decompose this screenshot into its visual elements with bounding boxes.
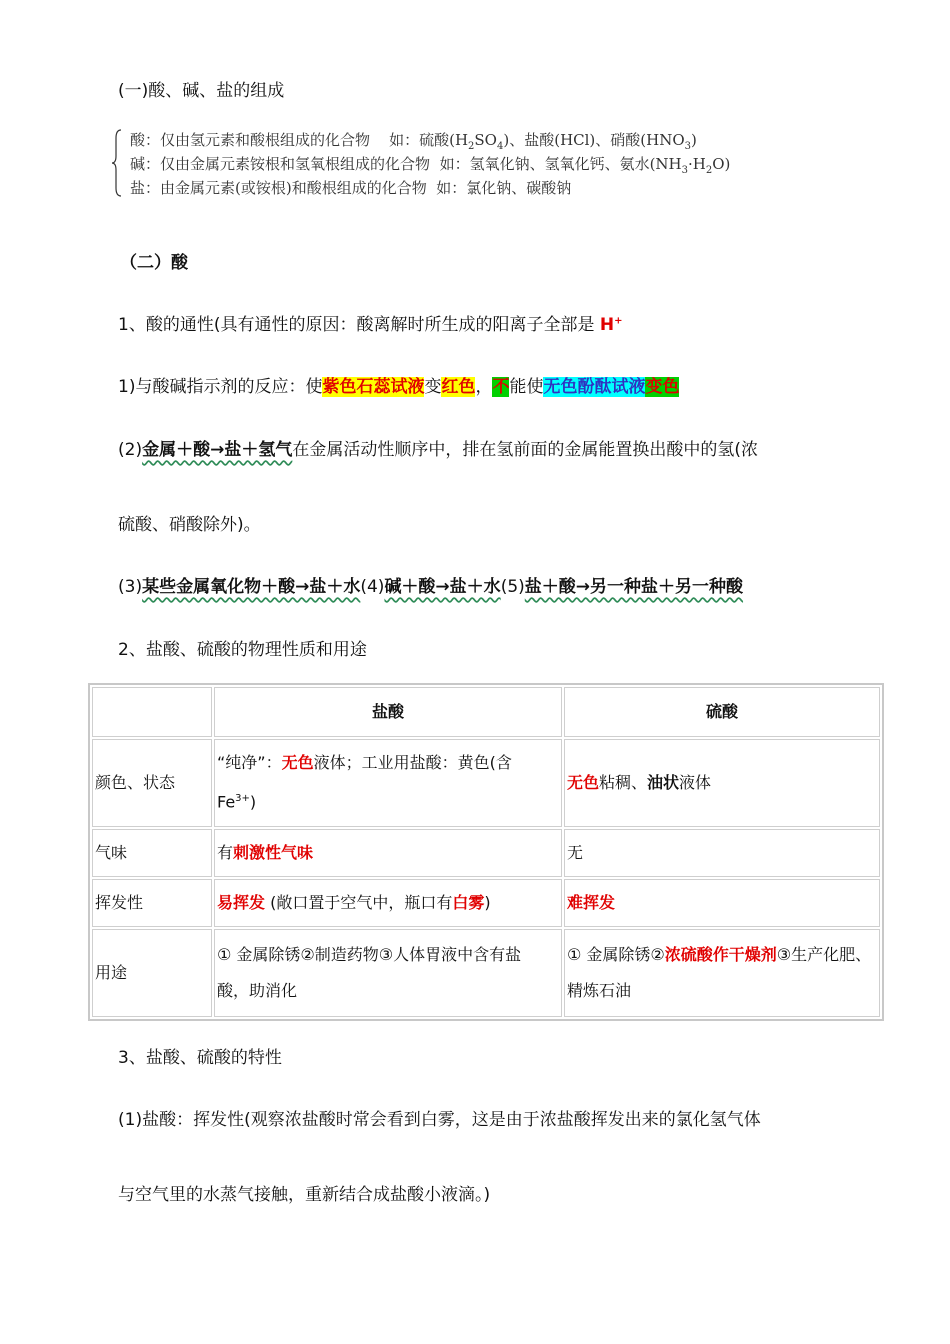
cell-h2so4-smell: 无 [564,829,880,877]
other-reactions: (3)某些金属氧化物＋酸→盐＋水(4)碱＋酸→盐＋水(5)盐＋酸→另一种盐＋另一种酸 [118,577,744,597]
special-properties-heading: 3、盐酸、硫酸的特性 [118,1048,282,1068]
table-header-h2so4: 硫酸 [564,687,880,737]
row-label-uses: 用途 [92,929,212,1017]
indicator-reaction: 1)与酸碱指示剂的反应：使紫色石蕊试液变红色，不能使无色酚酞试液变色 [118,377,680,397]
cell-h2so4-color: 无色粘稠、油状液体 [564,739,880,827]
cell-h2so4-volatility: 难挥发 [564,879,880,927]
table-row [92,929,880,1017]
hcl-volatility-paragraph: (1)盐酸：挥发性(观察浓盐酸时常会看到白雾，这是由于浓盐酸挥发出来的氯化氢气体 [118,1110,761,1130]
cell-h2so4-uses: ① 金属除锈②浓硫酸作干燥剂③生产化肥、 精炼石油 [564,929,880,1017]
row-label-volatility: 挥发性 [92,879,212,927]
table-header-hcl: 盐酸 [214,687,562,737]
table-header-row [92,687,880,737]
row-label-smell: 气味 [92,829,212,877]
composition-base: 碱：仅由金属元素铵根和氢氧根组成的化合物 如：氢氧化钠、氢氧化钙、氨水$(NH_3\cdot H_2O)$ [130,155,731,176]
section-title-acid: （二）酸 [120,253,188,273]
hcl-volatility-paragraph-cont: 与空气里的水蒸气接触，重新结合成盐酸小液滴。) [118,1185,491,1205]
metal-acid-reaction: (2)金属＋酸→盐＋氢气在金属活动性顺序中，排在氢前面的金属能置换出酸中的氢(浓 [118,440,758,460]
metal-acid-reaction-cont: 硫酸、硝酸除外)。 [118,515,261,535]
table-row [92,829,880,877]
cell-hcl-smell: 有刺激性气味 [214,829,562,877]
section-title-composition: (一)酸、碱、盐的组成 [118,81,285,101]
table-row [92,739,880,827]
general-properties-heading: 1、酸的通性(具有通性的原因：酸离解时所生成的阳离子全部是 H+ [118,315,623,335]
cell-hcl-uses: ① 金属除锈②制造药物③人体胃液中含有盐 酸，助消化 [214,929,562,1017]
physical-properties-heading: 2、盐酸、硫酸的物理性质和用途 [118,640,367,660]
row-label-color: 颜色、状态 [92,739,212,827]
cell-hcl-volatility: 易挥发 (敞口置于空气中，瓶口有白雾) [214,879,562,927]
cell-hcl-color: “纯净”：无色液体；工业用盐酸：黄色(含 $Fe^{3+}$) [214,739,562,827]
composition-acid: 酸：仅由氢元素和酸根组成的化合物 如：硫酸$(H_2SO_4)$、盐酸(HCl)、硝酸$(HNO_3)$ [130,131,697,152]
table-row [92,879,880,927]
table-header-empty [92,687,212,737]
composition-list [130,128,730,200]
brace-icon [112,128,122,198]
composition-salt: 盐：由金属元素(或铵根)和酸根组成的化合物 如：氯化钠、碳酸钠 [130,179,572,197]
properties-table [88,683,884,1021]
